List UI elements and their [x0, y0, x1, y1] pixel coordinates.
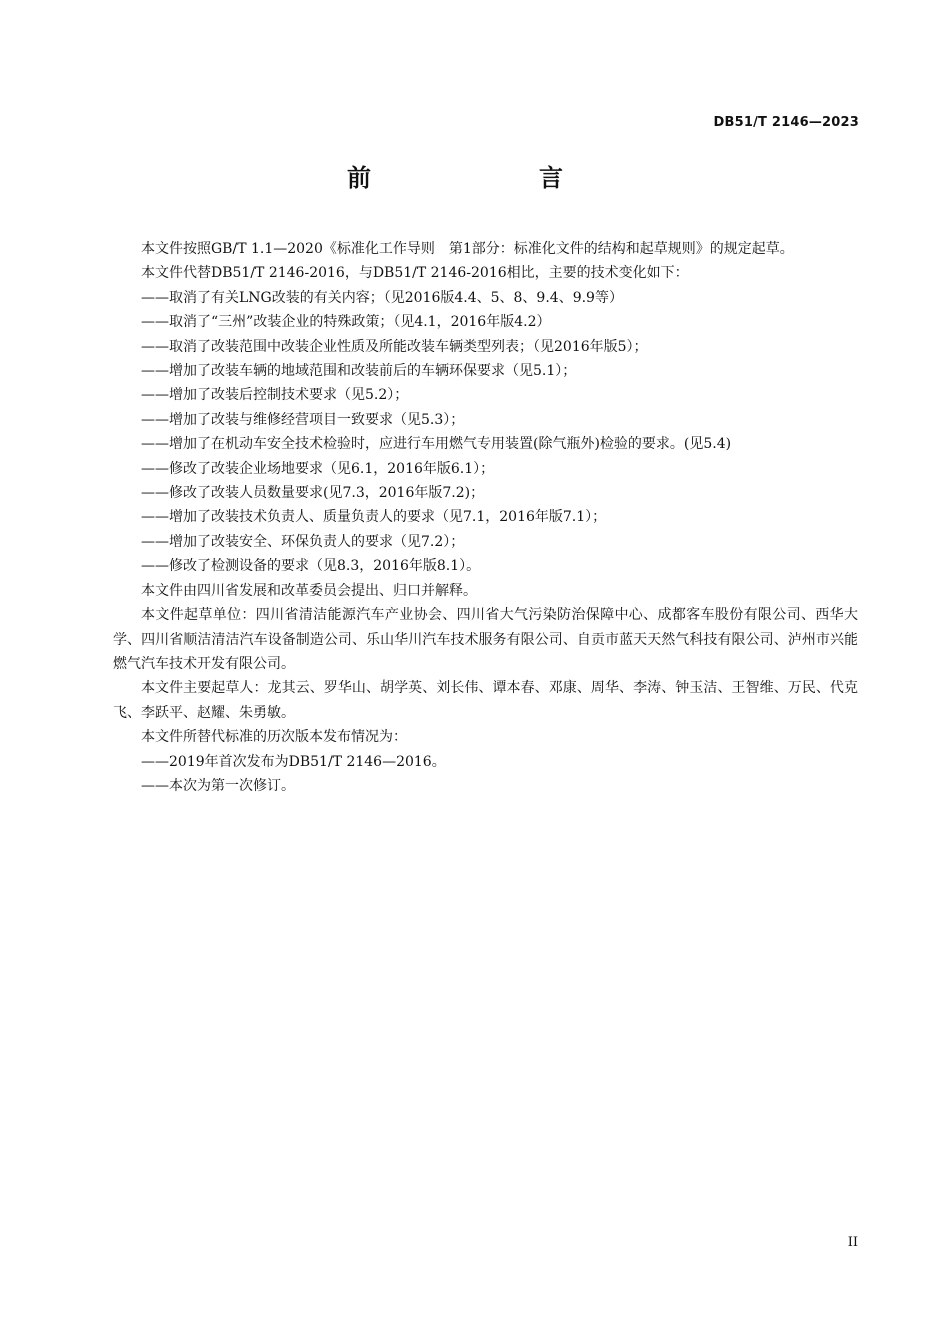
paragraph-proposer: 本文件由四川省发展和改革委员会提出、归口并解释。: [141, 582, 477, 599]
change-item: ——增加了在机动车安全技术检验时，应进行车用燃气专用装置(除气瓶外)检验的要求。(见5.4): [141, 436, 732, 453]
change-item: ——增加了改装与维修经营项目一致要求（见5.3）；: [141, 411, 465, 428]
document-body: [113, 237, 858, 798]
change-item: ——取消了改装范围中改装企业性质及所能改装车辆类型列表；（见2016年版5）；: [141, 338, 648, 355]
change-item: ——修改了改装企业场地要求（见6.1，2016年版6.1）；: [141, 460, 495, 477]
paragraph-drafting-rules: 本文件按照GB/T 1.1—2020《标准化工作导则 第1部分：标准化文件的结构和起草规则》的规定起草。: [141, 241, 794, 257]
version-history-item: ——本次为第一次修订。: [141, 777, 295, 794]
change-item: ——取消了有关LNG改装的有关内容；（见2016版4.4、5、8、9.4、9.9等）: [141, 289, 623, 306]
document-code: DB51/T 2146—2023: [713, 115, 859, 130]
paragraph-drafting-units: 本文件起草单位：四川省清洁能源汽车产业协会、四川省大气污染防治保障中心、成都客车股份有限公司、西华大学、四川省顺洁清洁汽车设备制造公司、乐山华川汽车技术服务有限公司、自贡市蓝天天然气科技有限公司、泸州市兴能燃气汽车技术开发有限公司。: [113, 607, 858, 672]
version-history-item: ——2019年首次发布为DB51/T 2146—2016。: [141, 753, 446, 770]
change-item: ——增加了改装安全、环保负责人的要求（见7.2）；: [141, 533, 465, 550]
change-item: ——修改了检测设备的要求（见8.3，2016年版8.1）。: [141, 558, 481, 575]
page-number: II: [847, 1235, 858, 1250]
change-item: ——增加了改装技术负责人、质量负责人的要求（见7.1，2016年版7.1）；: [141, 509, 607, 526]
paragraph-drafters: 本文件主要起草人：龙其云、罗华山、胡学英、刘长伟、谭本春、邓康、周华、李涛、钟玉洁、王智维、万民、代克飞、李跃平、赵耀、朱勇敏。: [113, 680, 858, 721]
change-item: ——增加了改装车辆的地域范围和改装前后的车辆环保要求（见5.1）；: [141, 363, 577, 380]
change-item: ——增加了改装后控制技术要求（见5.2）；: [141, 387, 409, 404]
change-item: ——修改了改装人员数量要求(见7.3，2016年版7.2)；: [141, 485, 485, 502]
page-title: 前 言: [347, 164, 603, 192]
paragraph-replacement: 本文件代替DB51/T 2146-2016，与DB51/T 2146-2016相比，主要的技术变化如下：: [141, 265, 689, 282]
change-item: ——取消了“三州”改装企业的特殊政策；（见4.1，2016年版4.2）: [141, 314, 551, 331]
paragraph-version-history: 本文件所替代标准的历次版本发布情况为：: [141, 729, 407, 746]
